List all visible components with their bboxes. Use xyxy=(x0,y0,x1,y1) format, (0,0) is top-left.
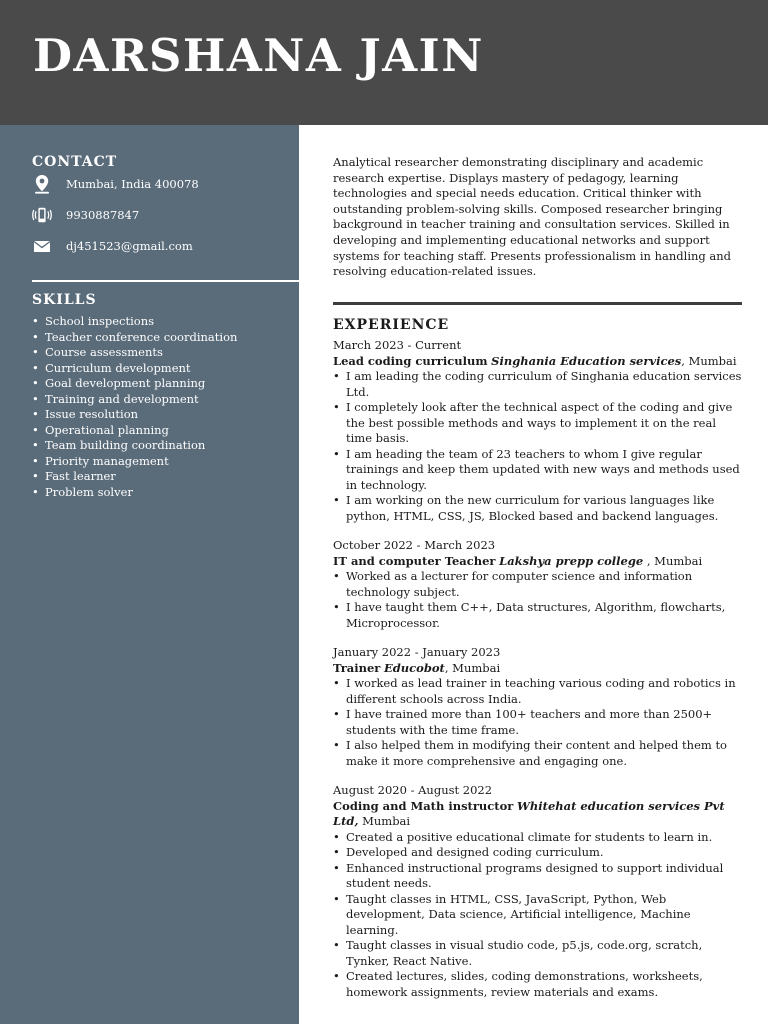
job-bullet: • I am leading the coding curriculum of Singhania education services Ltd. xyxy=(333,369,743,400)
job-location: , Mumbai xyxy=(681,353,737,368)
job-bullet: • Created lectures, slides, coding demonstrations, worksheets, homework assignments, review materials and exams. xyxy=(333,969,743,1000)
main-divider xyxy=(333,302,742,305)
job-title: Lead coding curriculum xyxy=(333,353,488,368)
job-bullet: • I also helped them in modifying their content and helped them to make it more comprehensive and engaging one. xyxy=(333,738,743,769)
job-company: Singhania Education services xyxy=(491,353,682,368)
skill-item: • Team building coordination xyxy=(32,438,237,454)
skill-item: • Priority management xyxy=(32,454,237,470)
job-bullet: • I am working on the new curriculum for various languages like python, HTML, CSS, JS, Blocked based and backend languages. xyxy=(333,493,743,524)
job-bullet: • Taught classes in HTML, CSS, JavaScript, Python, Web development, Data science, Artificial intelligence, Machine learning. xyxy=(333,892,743,939)
main-content xyxy=(333,155,743,999)
skills-list xyxy=(32,314,237,500)
job-bullet: • Worked as a lecturer for computer science and information technology subject. xyxy=(333,569,743,600)
location-pin-icon xyxy=(32,174,52,194)
email-text: dj451523@gmail.com xyxy=(66,238,193,253)
experience-heading: EXPERIENCE xyxy=(333,317,450,333)
job-dates: January 2022 - January 2023 xyxy=(333,645,501,659)
job-dates: August 2020 - August 2022 xyxy=(333,783,493,797)
job-bullet: • I have trained more than 100+ teachers and more than 2500+ students with the time frame. xyxy=(333,707,743,738)
skill-item: • Issue resolution xyxy=(32,407,237,423)
job-role-line xyxy=(333,799,743,830)
skill-item: • Fast learner xyxy=(32,469,237,485)
skill-item: • Goal development planning xyxy=(32,376,237,392)
job-title: Coding and Math instructor xyxy=(333,798,514,813)
envelope-icon xyxy=(32,236,52,256)
phone-icon xyxy=(32,205,52,225)
job-bullet: • I completely look after the technical aspect of the coding and give the best possible methods and ways to implement it on the real time basis. xyxy=(333,400,743,447)
job-entry xyxy=(333,338,743,524)
job-company: Educobot xyxy=(384,660,445,675)
job-title: IT and computer Teacher xyxy=(333,553,496,568)
job-location: Mumbai xyxy=(358,814,411,828)
contact-heading: CONTACT xyxy=(32,154,118,170)
skill-item: • Course assessments xyxy=(32,345,237,361)
job-bullet: • I have taught them C++, Data structures, Algorithm, flowcharts, Microprocessor. xyxy=(333,600,743,631)
job-entry xyxy=(333,645,743,769)
job-role-line xyxy=(333,661,743,677)
job-role-line xyxy=(333,554,743,570)
phone-text: 9930887847 xyxy=(66,207,140,222)
job-title: Trainer xyxy=(333,660,381,675)
job-company: Whitehat education services Pvt Ltd, xyxy=(333,798,725,828)
job-bullet: • I am heading the team of 23 teachers to whom I give regular trainings and keep them updated with new ways and methods used in technology. xyxy=(333,447,743,494)
experience-list xyxy=(333,338,743,1014)
contact-phone xyxy=(32,204,140,226)
contact-email xyxy=(32,235,193,257)
professional-summary: Analytical researcher demonstrating disciplinary and academic research expertise. Displays mastery of pedagogy, learning technologies and special needs education. Critical thinker with outstanding problem-solving skills. Composed researcher bringing background in teacher training and consultation services. Skilled in developing and implementing educational networks and support systems for teaching staff. Presents professionalism in handling and resolving education-related issues. xyxy=(333,155,732,279)
job-bullet: • Enhanced instructional programs designed to support individual student needs. xyxy=(333,861,743,892)
job-bullets xyxy=(333,830,743,1001)
job-location: , Mumbai xyxy=(643,553,703,568)
job-role-line xyxy=(333,354,743,370)
skill-item: • Operational planning xyxy=(32,423,237,439)
location-text: Mumbai, India 400078 xyxy=(66,176,199,191)
job-bullets xyxy=(333,569,743,631)
job-bullet: • Created a positive educational climate for students to learn in. xyxy=(333,830,743,846)
contact-location xyxy=(32,173,199,195)
job-bullet: • Developed and designed coding curriculum. xyxy=(333,845,743,861)
job-entry xyxy=(333,783,743,1000)
skill-item: • Problem solver xyxy=(32,485,237,501)
candidate-name: DARSHANA JAIN xyxy=(33,29,484,82)
job-company: Lakshya prepp college xyxy=(499,553,644,568)
job-bullet: • Taught classes in visual studio code, p5.js, code.org, scratch, Tynker, React Native. xyxy=(333,938,743,969)
skill-item: • Training and development xyxy=(32,392,237,408)
job-location: , Mumbai xyxy=(444,660,501,675)
skill-item: • Teacher conference coordination xyxy=(32,330,237,346)
job-dates: March 2023 - Current xyxy=(333,338,462,352)
skill-item: • Curriculum development xyxy=(32,361,237,377)
job-bullets xyxy=(333,676,743,769)
job-bullet: • I worked as lead trainer in teaching various coding and robotics in different schools across India. xyxy=(333,676,743,707)
job-dates: October 2022 - March 2023 xyxy=(333,538,496,552)
skill-item: • School inspections xyxy=(32,314,237,330)
job-bullets xyxy=(333,369,743,524)
header-banner xyxy=(0,0,768,125)
skills-heading: SKILLS xyxy=(32,292,97,308)
sidebar xyxy=(0,125,299,1024)
job-entry xyxy=(333,538,743,631)
sidebar-divider xyxy=(32,280,299,282)
